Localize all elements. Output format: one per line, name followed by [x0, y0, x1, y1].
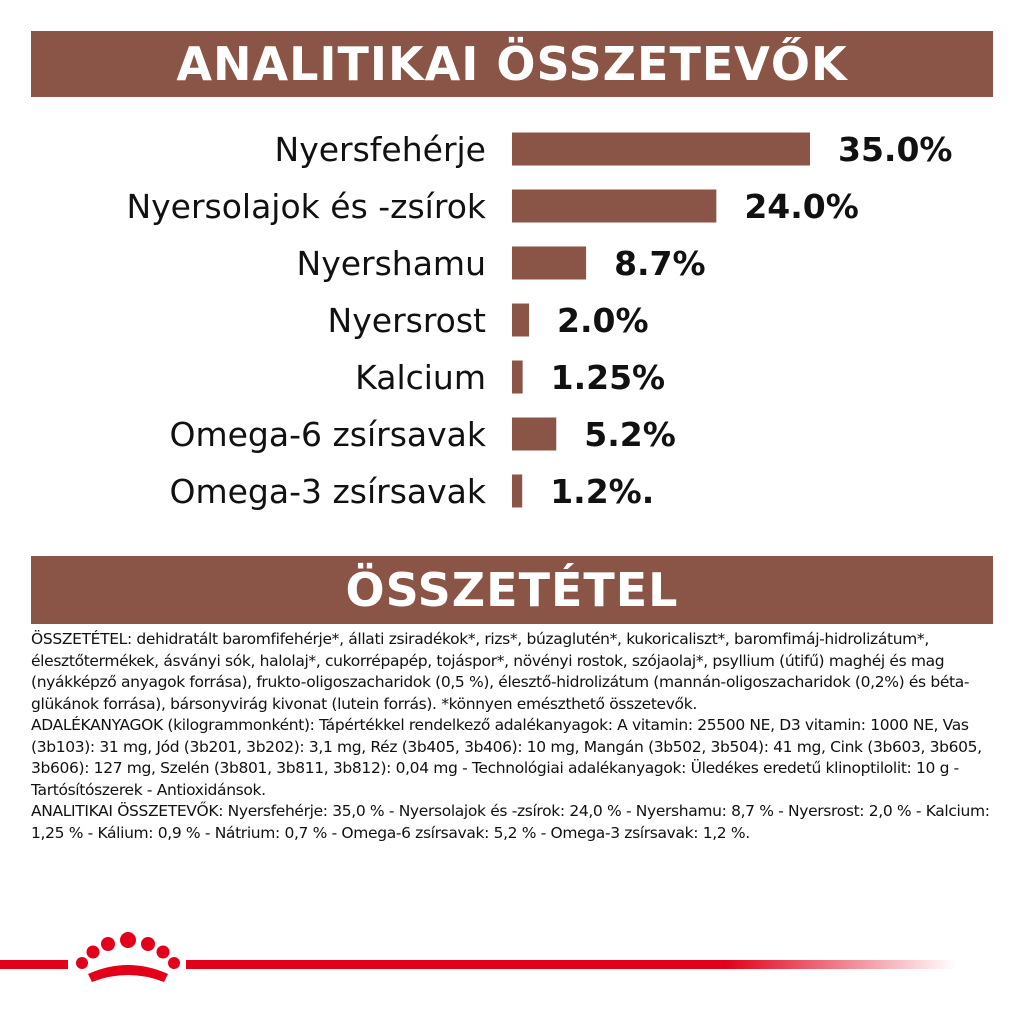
composition-text	[31, 629, 997, 844]
bar-mark	[512, 475, 522, 508]
bar-category-label: Nyersolajok és -zsírok	[126, 187, 486, 226]
bar-mark	[512, 190, 716, 223]
composition-header-title: ÖSSZETÉTEL	[345, 563, 679, 617]
bar-mark	[512, 418, 556, 451]
bar-value-label: 1.2%.	[550, 472, 655, 511]
bar-mark	[512, 247, 586, 280]
bar-value-label: 2.0%	[557, 301, 649, 340]
bar-value-label: 1.25%	[550, 358, 666, 397]
bar-category-label: Nyershamu	[296, 244, 486, 283]
composition-ingredients: ÖSSZETÉTEL: dehidratált baromfifehérje*, állati zsiradékok*, rizs*, búzaglutén*, kukoricaliszt*, baromfimáj-hidrolizátum*, élesztőtermékek, ásványi sók, halolaj*, cukorrépapép, tojáspor*, növényi rostok, szójaolaj*, psyllium (útifű) maghéj és mag (nyákképző anyagok forrása), frukto-oligoszacharidok (0,5 %), élesztő-hidrolizátum (mannán-oligoszacharidok (0,2%) és béta-glükánok forrása), bársonyvirág kivonat (lutein forrás). *könnyen emészthető összetevők.	[31, 630, 970, 713]
footer-red-line-right	[186, 960, 956, 969]
bar-mark	[512, 304, 529, 337]
composition-header-banner	[31, 556, 993, 624]
bar-value-label: 35.0%	[838, 130, 953, 169]
royal-crown-icon	[76, 932, 180, 982]
footer-red-line-left	[0, 960, 68, 969]
nutrient-bar-chart	[0, 110, 1024, 530]
bar-category-label: Nyersfehérje	[274, 130, 486, 169]
bar-value-label: 8.7%	[614, 244, 706, 283]
bar-mark	[512, 361, 523, 394]
composition-analytic: ANALITIKAI ÖSSZETEVŐK: Nyersfehérje: 35,0 % - Nyersolajok és -zsírok: 24,0 % - Nyershamu: 8,7 % - Nyersrost: 2,0 % - Kalcium: 1,25 % - Kálium: 0,9 % - Nátrium: 0,7 % - Omega-6 zsírsavak: 5,2 % - Omega-3 zsírsavak: 1,2 %.	[31, 802, 990, 842]
bar-category-label: Kalcium	[355, 358, 486, 397]
bar-value-label: 24.0%	[744, 187, 859, 226]
analytic-header-banner	[31, 31, 993, 97]
bar-category-label: Nyersrost	[327, 301, 486, 340]
bar-value-label: 5.2%	[584, 415, 676, 454]
composition-additives: ADALÉKANYAGOK (kilogrammonként): Tápértékkel rendelkező adalékanyagok: A vitamin: 25500 NE, D3 vitamin: 1000 NE, Vas (3b103): 31 mg, Jód (3b201, 3b202): 3,1 mg, Réz (3b405, 3b406): 10 mg, Mangán (3b502, 3b504): 41 mg, Cink (3b603, 3b605, 3b606): 127 mg, Szelén (3b801, 3b811, 3b812): 0,04 mg - Technológiai adalékanyagok: Üledékes eredetű klinoptilolit: 10 g - Tartósítószerek - Antioxidánsok.	[31, 716, 982, 799]
bar-category-label: Omega-3 zsírsavak	[169, 472, 486, 511]
bar-mark	[512, 133, 810, 166]
analytic-header-title: ANALITIKAI ÖSSZETEVŐK	[176, 37, 848, 91]
bar-category-label: Omega-6 zsírsavak	[169, 415, 486, 454]
brand-footer	[0, 930, 1024, 990]
